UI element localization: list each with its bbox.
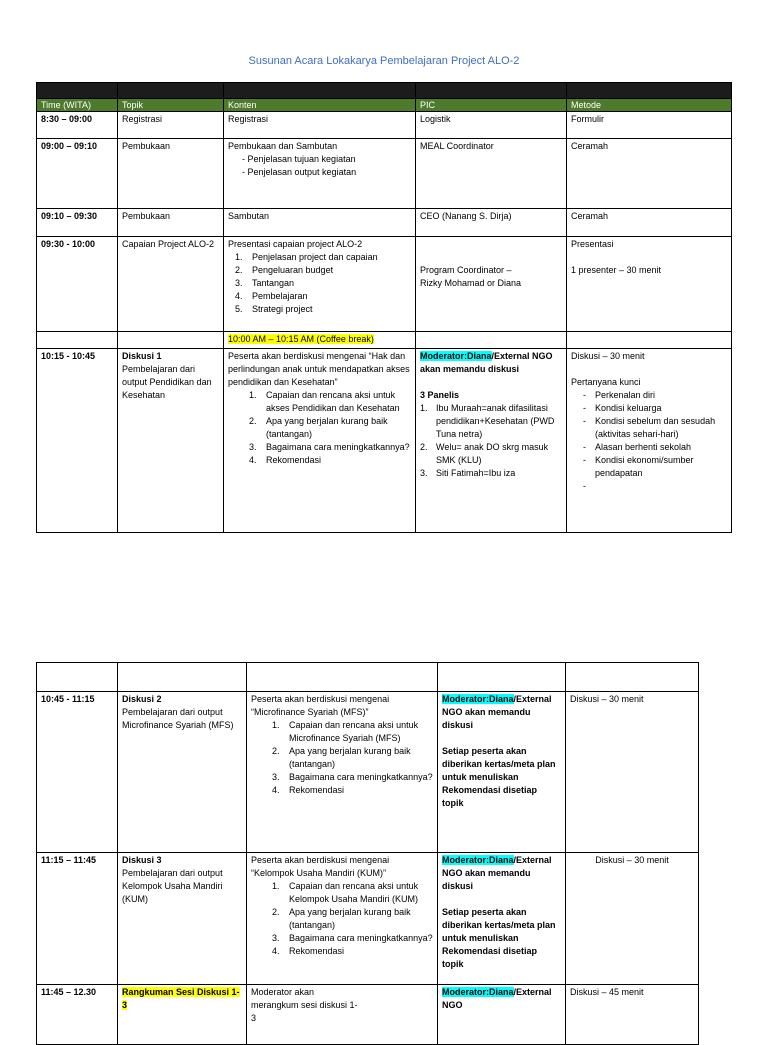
metode-line: 1 presenter – 30 menit xyxy=(571,265,662,275)
schedule-table-2 xyxy=(36,662,699,1045)
konten-cell xyxy=(247,853,438,985)
pic-note: Setiap peserta akan diberikan kertas/meta plan untuk menuliskan Rekomendasi disetiap topik xyxy=(442,907,556,969)
time-cell: 10:15 - 10:45 xyxy=(37,349,118,533)
list-item: 3. Siti Fatimah=Ibu iza xyxy=(420,468,516,478)
table-row xyxy=(37,349,732,533)
konten-text: Moderator akan merangkum sesi diskusi 1-3 xyxy=(251,987,358,1023)
table-top-bar xyxy=(37,83,732,99)
metode-cell xyxy=(567,349,732,533)
pic-cell xyxy=(416,349,567,533)
topik-title: Diskusi 3 xyxy=(122,855,162,865)
list-item: 1. Capaian dan rencana aksi untuk akses Pendidikan dan Kesehatan xyxy=(249,390,400,413)
list-item: 2. Apa yang berjalan kurang baik (tantangan) xyxy=(272,907,411,930)
metode-line: Presentasi xyxy=(571,239,614,249)
konten-cell xyxy=(224,139,416,209)
time-cell: 09:30 - 10:00 xyxy=(37,237,118,332)
pic-cell xyxy=(438,853,566,985)
konten-item: - Penjelasan tujuan kegiatan xyxy=(242,154,356,164)
list-item: 5. Strategi project xyxy=(235,304,313,314)
time-cell: 8:30 – 09:00 xyxy=(37,112,118,139)
list-item: - Kondisi sebelum dan sesudah (aktivitas sehari-hari) xyxy=(583,416,716,439)
list-item: - Alasan berhenti sekolah xyxy=(583,442,692,452)
header-metode: Metode xyxy=(567,99,732,112)
list-item: 4. Pembelajaran xyxy=(235,291,308,301)
schedule-table-1 xyxy=(36,82,732,533)
topik-sub: Pembelajaran dari output Kelompok Usaha Mandiri (KUM) xyxy=(122,868,223,904)
list-item: 1. Ibu Muraah=anak difasilitasi pendidikan+Kesehatan (PWD Tuna netra) xyxy=(420,403,555,439)
table-row xyxy=(37,209,732,237)
metode-cell xyxy=(567,237,732,332)
list-item: - Perkenalan diri xyxy=(583,390,656,400)
topik-cell xyxy=(118,349,224,533)
time-cell: 11:15 – 11:45 xyxy=(37,853,118,985)
metode-cell: Formulir xyxy=(567,112,732,139)
table-row xyxy=(37,112,732,139)
list-item: 4. Rekomendasi xyxy=(272,946,345,956)
table-row xyxy=(37,985,699,1045)
list-item: 1. Penjelasan project dan capaian xyxy=(235,252,378,262)
list-item: 2. Welu= anak DO skrg masuk SMK (KLU) xyxy=(420,442,549,465)
table-row xyxy=(37,237,732,332)
key-questions-list: - Perkenalan diri - Kondisi keluarga - Kondisi sebelum dan sesudah (aktivitas sehari-hari) - Alasan berhenti sekolah - Kondisi ekonomi/sumber pendapatan - xyxy=(571,389,727,480)
konten-cell xyxy=(224,349,416,533)
topik-sub: Pembelajaran dari output Microfinance Syariah (MFS) xyxy=(122,707,234,730)
list-item: - Kondisi ekonomi/sumber pendapatan xyxy=(583,455,694,478)
pic-cell: MEAL Coordinator xyxy=(416,139,567,209)
metode-line: Diskusi – 30 menit xyxy=(571,351,645,361)
topik-title: Diskusi 2 xyxy=(122,694,162,704)
pic-cell: CEO (Nanang S. Dirja) xyxy=(416,209,567,237)
list-item: 3. Bagaimana cara meningkatkannya? xyxy=(249,442,410,452)
konten-item: - Penjelasan output kegiatan xyxy=(242,167,357,177)
konten-list xyxy=(228,251,411,316)
konten-list xyxy=(228,389,411,467)
konten-list xyxy=(251,880,433,958)
moderator-line: Moderator:Diana/External NGO akan memandu diskusi xyxy=(442,694,552,730)
summary-topic-highlight: Rangkuman Sesi Diskusi 1-3 xyxy=(122,987,240,1010)
list-item: 1. Capaian dan rencana aksi untuk Kelompok Usaha Mandiri (KUM) xyxy=(272,881,419,904)
pic-note: Setiap peserta akan diberikan kertas/meta plan untuk menuliskan Rekomendasi disetiap topik xyxy=(442,746,556,808)
moderator-highlight: Moderator:Diana xyxy=(442,694,514,704)
table-empty-row xyxy=(37,663,699,692)
header-time: Time (WITA) xyxy=(37,99,118,112)
list-item: 3. Tantangan xyxy=(235,278,295,288)
konten-list xyxy=(251,719,433,797)
coffee-break-text: 10:00 AM – 10:15 AM (Coffee break) xyxy=(228,334,374,344)
header-pic: PIC xyxy=(416,99,567,112)
pic-cell xyxy=(416,237,567,332)
list-item: 3. Bagaimana cara meningkatkannya? xyxy=(272,772,433,782)
moderator-line: Moderator:Diana/External NGO akan memandu diskusi xyxy=(442,855,552,891)
moderator-highlight: Moderator:Diana xyxy=(442,987,514,997)
konten-cell xyxy=(247,692,438,853)
table-row xyxy=(37,139,732,209)
topik-cell xyxy=(118,985,247,1045)
konten-heading: Peserta akan berdiskusi mengenai “Hak dan perlindungan anak untuk mendapatkan akses pendidikan dan Kesehatan” xyxy=(228,351,410,387)
topik-cell: Pembukaan xyxy=(118,209,224,237)
table-row xyxy=(37,853,699,985)
konten-cell xyxy=(247,985,438,1045)
topik-cell xyxy=(118,692,247,853)
table-row xyxy=(37,692,699,853)
list-item: - Kondisi keluarga xyxy=(583,403,662,413)
konten-heading: Pembukaan dan Sambutan xyxy=(228,141,338,151)
time-cell: 10:45 - 11:15 xyxy=(37,692,118,853)
metode-cell: Diskusi – 30 menit xyxy=(566,853,699,985)
metode-cell: Diskusi – 30 menit xyxy=(566,692,699,853)
time-cell: 09:10 – 09:30 xyxy=(37,209,118,237)
moderator-highlight: Moderator:Diana xyxy=(420,351,492,361)
list-item: 2. Apa yang berjalan kurang baik (tantangan) xyxy=(272,746,411,769)
moderator-line: Moderator:Diana/External NGO akan memandu diskusi xyxy=(420,351,553,374)
metode-cell: Ceramah xyxy=(567,209,732,237)
metode-cell: Ceramah xyxy=(567,139,732,209)
konten-heading: Presentasi capaian project ALO-2 xyxy=(228,239,363,249)
coffee-break-cell xyxy=(224,332,416,349)
header-konten: Konten xyxy=(224,99,416,112)
pic-cell: Moderator:Diana/External NGO xyxy=(438,985,566,1045)
panelis-heading: 3 Panelis xyxy=(420,390,460,400)
key-questions-heading: Pertanyana kunci xyxy=(571,377,641,387)
pic-cell xyxy=(438,692,566,853)
pic-line: Rizky Mohamad or Diana xyxy=(420,278,522,288)
topik-title: Diskusi 1 xyxy=(122,351,162,361)
coffee-break-row xyxy=(37,332,732,349)
pic-cell: Logistik xyxy=(416,112,567,139)
topik-cell: Capaian Project ALO-2 xyxy=(118,237,224,332)
konten-cell: Registrasi xyxy=(224,112,416,139)
konten-cell xyxy=(224,237,416,332)
panelis-list xyxy=(420,402,562,480)
table-header-row xyxy=(37,99,732,112)
list-item: 3. Bagaimana cara meningkatkannya? xyxy=(272,933,433,943)
document-title: Susunan Acara Lokakarya Pembelajaran Project ALO-2 xyxy=(248,55,520,67)
time-cell: 09:00 – 09:10 xyxy=(37,139,118,209)
topik-cell xyxy=(118,853,247,985)
metode-cell: Diskusi – 45 menit xyxy=(566,985,699,1045)
konten-cell: Sambutan xyxy=(224,209,416,237)
konten-heading: Peserta akan berdiskusi mengenai “Kelompok Usaha Mandiri (KUM)” xyxy=(251,855,390,878)
header-topik: Topik xyxy=(118,99,224,112)
list-item: 4. Rekomendasi xyxy=(249,455,322,465)
list-item: 1. Capaian dan rencana aksi untuk Microfinance Syariah (MFS) xyxy=(272,720,419,743)
list-item: 2. Pengeluaran budget xyxy=(235,265,334,275)
topik-sub: Pembelajaran dari output Pendidikan dan Kesehatan xyxy=(122,364,212,400)
konten-heading: Peserta akan berdiskusi mengenai “Microfinance Syariah (MFS)” xyxy=(251,694,390,717)
moderator-highlight: Moderator:Diana xyxy=(442,855,514,865)
list-item: 4. Rekomendasi xyxy=(272,785,345,795)
pic-line: Program Coordinator – xyxy=(420,265,512,275)
topik-cell: Pembukaan xyxy=(118,139,224,209)
time-cell: 11:45 – 12.30 xyxy=(37,985,118,1045)
topik-cell: Registrasi xyxy=(118,112,224,139)
list-item: 2. Apa yang berjalan kurang baik (tantangan) xyxy=(249,416,388,439)
